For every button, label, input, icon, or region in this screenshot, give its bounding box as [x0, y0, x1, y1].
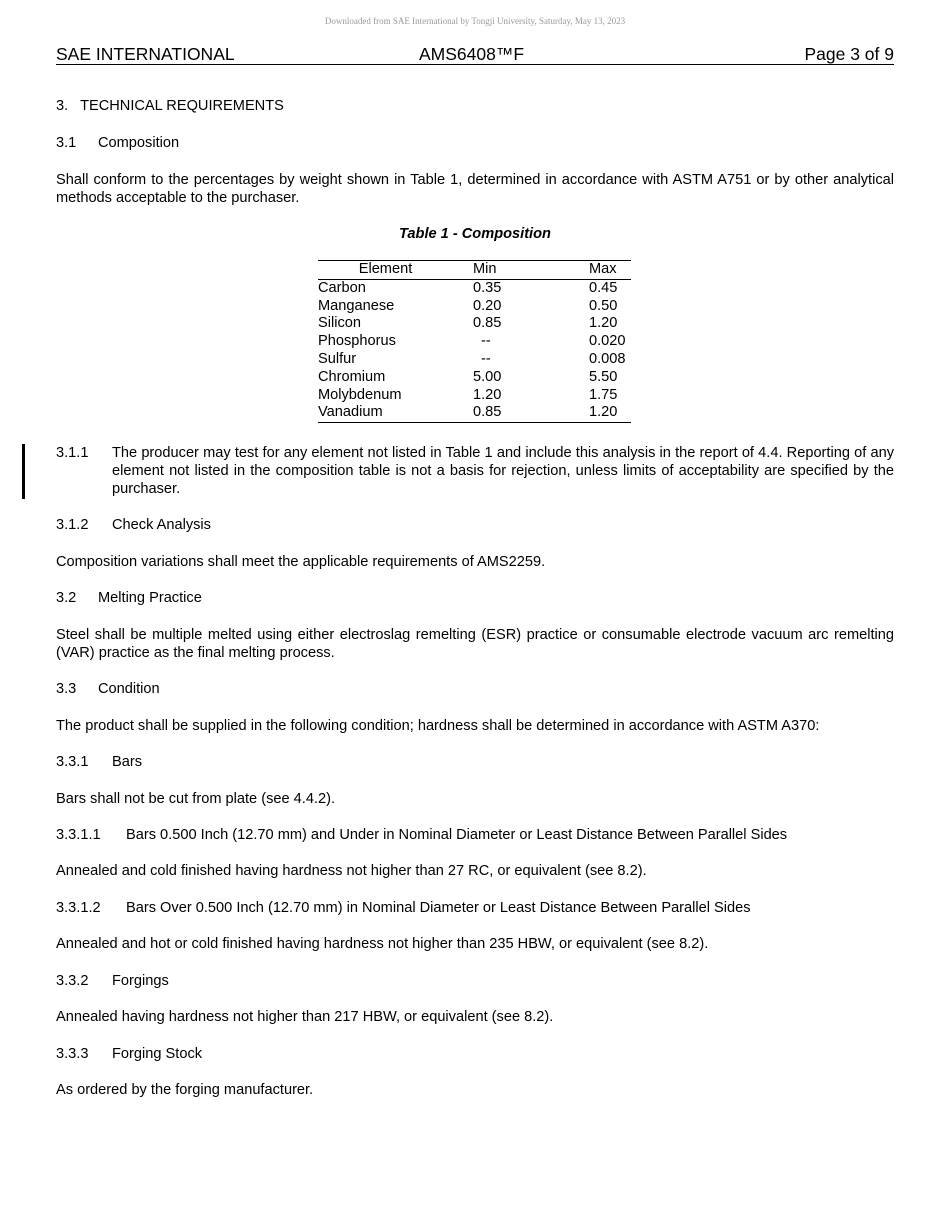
cell-min: 1.20: [473, 386, 502, 403]
section-number: 3.3.2: [56, 973, 89, 989]
section-text-3-3: The product shall be supplied in the following condition; hardness shall be determined in accordance with ASTM A370:: [56, 718, 820, 734]
section-heading-3-3-2: [56, 972, 169, 990]
cell-max: 5.50: [589, 368, 618, 385]
section-text-3-1-2: Composition variations shall meet the applicable requirements of AMS2259.: [56, 554, 546, 570]
cell-min: 0.20: [473, 297, 502, 314]
table-row: [318, 315, 631, 333]
section-heading-3-3-1: [56, 753, 142, 771]
section-heading-3-2: [56, 589, 202, 607]
cell-max: 0.50: [589, 297, 618, 314]
header-doc-id: AMS6408™F: [419, 44, 525, 64]
header-page-number: Page 3 of 9: [804, 44, 894, 64]
section-title: Forging Stock: [112, 1046, 203, 1062]
section-text-3-3-1: Bars shall not be cut from plate (see 4.4.2).: [56, 791, 336, 807]
column-header-min: Min: [473, 261, 497, 277]
section-number: 3.3.1: [56, 754, 89, 770]
cell-element: Manganese: [318, 297, 395, 314]
section-text-3-3-3: As ordered by the forging manufacturer.: [56, 1082, 314, 1098]
section-heading-3-3: [56, 680, 160, 698]
cell-element: Silicon: [318, 315, 361, 332]
section-number: 3.3.3: [56, 1046, 89, 1062]
section-heading-3: 3. TECHNICAL REQUIREMENTS: [56, 98, 284, 114]
section-text-3-3-2: Annealed having hardness not higher than 217 HBW, or equivalent (see 8.2).: [56, 1009, 554, 1025]
section-number-3-1-1: 3.1.1: [56, 445, 89, 461]
cell-element: Phosphorus: [318, 333, 396, 350]
section-title: Bars 0.500 Inch (12.70 mm) and Under in Nominal Diameter or Least Distance Between Parallel Sides: [126, 827, 788, 843]
composition-table: [318, 260, 631, 423]
cell-max: 1.20: [589, 404, 618, 421]
column-header-max: Max: [589, 261, 617, 277]
table-header-row: [318, 261, 631, 280]
cell-max: 0.020: [589, 333, 626, 350]
cell-element: Vanadium: [318, 404, 383, 421]
section-number: 3.2: [56, 590, 77, 606]
section-heading-3-3-3: [56, 1045, 202, 1063]
section-title: Composition: [98, 135, 180, 151]
section-title: Melting Practice: [98, 590, 202, 606]
cell-element: Molybdenum: [318, 386, 402, 403]
cell-min: --: [481, 350, 491, 367]
cell-element: Chromium: [318, 368, 386, 385]
page-header: [56, 44, 894, 65]
cell-min: --: [481, 333, 491, 350]
cell-min: 0.35: [473, 279, 502, 296]
section-number: 3.3: [56, 681, 77, 697]
cell-max: 0.45: [589, 279, 618, 296]
section-heading-3-1: [56, 134, 179, 152]
cell-element: Carbon: [318, 279, 366, 296]
section-number: 3.3.1.2: [56, 900, 101, 916]
section-heading-3-1-2: [56, 516, 211, 534]
cell-min: 0.85: [473, 315, 502, 332]
table-row: [318, 404, 631, 422]
section-number: 3.1.2: [56, 517, 89, 533]
table-row: [318, 333, 631, 351]
table-row: [318, 298, 631, 316]
section-number: 3.3.1.1: [56, 827, 101, 843]
cell-min: 0.85: [473, 404, 502, 421]
section-text-3-3-1-2: Annealed and hot or cold finished having hardness not higher than 235 HBW, or equivalent (see 8.2).: [56, 936, 709, 952]
column-header-element: Element: [358, 261, 413, 277]
section-text-3-1-1: The producer may test for any element not listed in Table 1 and include this analysis in the report of 4.4. Reporting of any element not listed in the composition table is not a basis for rejection, unless limits of acceptability are specified by the purchaser.: [112, 445, 894, 497]
section-heading-3-3-1-1: [56, 826, 787, 844]
section-number: 3.1: [56, 135, 77, 151]
section-heading-3-3-1-2: [56, 899, 751, 917]
section-title: Check Analysis: [112, 517, 211, 533]
cell-element: Sulfur: [318, 350, 357, 367]
header-org: SAE INTERNATIONAL: [56, 44, 235, 64]
section-text-3-2: Steel shall be multiple melted using either electroslag remelting (ESR) practice or consumable electrode vacuum arc remelting (VAR) practice as the final melting process.: [56, 627, 894, 661]
section-title: Condition: [98, 681, 160, 697]
cell-max: 1.75: [589, 386, 618, 403]
revision-change-bar: [22, 444, 25, 499]
cell-min: 5.00: [473, 368, 502, 385]
table-row: [318, 369, 631, 387]
download-watermark: Downloaded from SAE International by Tongji University, Saturday, May 13, 2023: [324, 16, 626, 26]
table-row: [318, 387, 631, 405]
table-caption: Table 1 - Composition: [399, 226, 551, 242]
cell-max: 1.20: [589, 315, 618, 332]
section-text-3-1: Shall conform to the percentages by weight shown in Table 1, determined in accordance with ASTM A751 or by other analytical methods acceptable to the purchaser.: [56, 172, 894, 206]
section-title: Bars Over 0.500 Inch (12.70 mm) in Nominal Diameter or Least Distance Between Parallel Sides: [126, 900, 751, 916]
table-row: [318, 279, 631, 297]
section-title: Forgings: [112, 973, 169, 989]
section-title: Bars: [112, 754, 143, 770]
table-row: [318, 351, 631, 369]
section-text-3-3-1-1: Annealed and cold finished having hardness not higher than 27 RC, or equivalent (see 8.2).: [56, 863, 647, 879]
cell-max: 0.008: [589, 350, 626, 367]
